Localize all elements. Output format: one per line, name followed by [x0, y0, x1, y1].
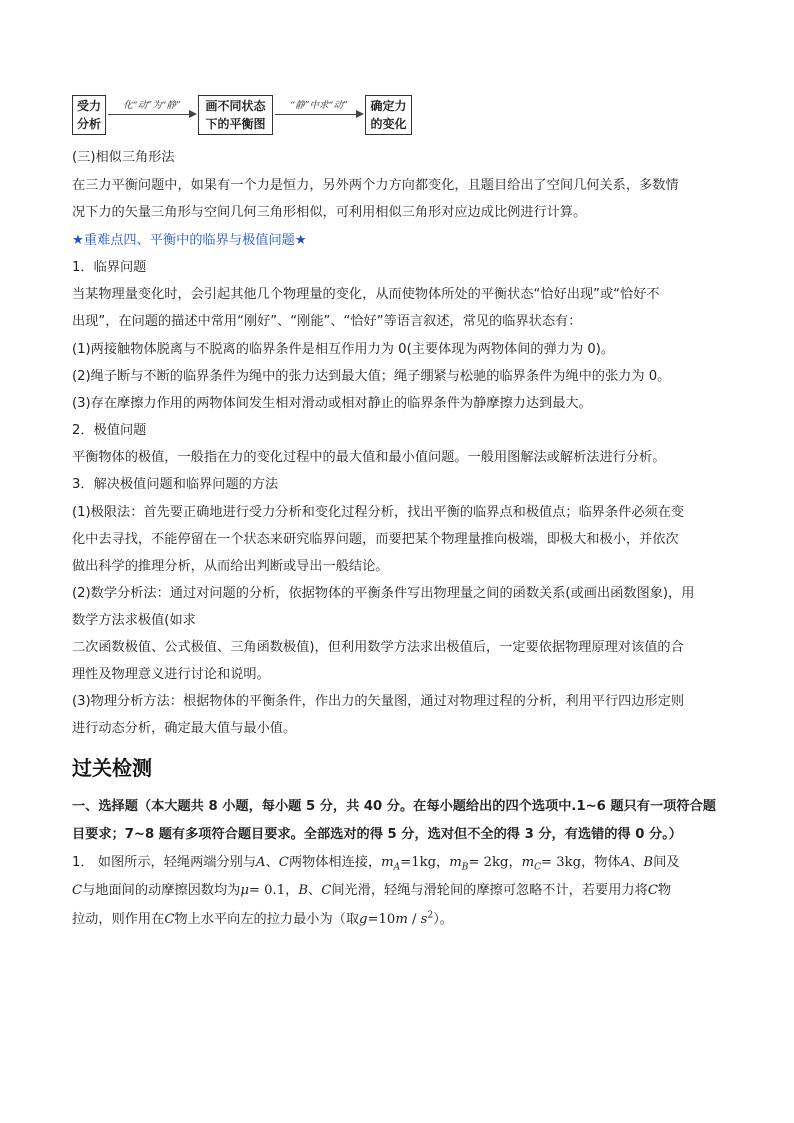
- text: 物上水平向左的拉力最小为（取: [174, 912, 360, 927]
- paragraph-line: 出现”，在问题的描述中常用“刚好”、“刚能”、“恰好”等语言叙述，常见的临界状态有：: [72, 314, 582, 329]
- value: = 2kg: [468, 855, 509, 870]
- text: 两物体相连接，: [288, 855, 382, 870]
- var-c: C: [72, 883, 83, 898]
- flow-arrow: [273, 95, 365, 135]
- gravity-value: $g=10m / s^2$: [359, 910, 434, 927]
- unit-s: s: [420, 912, 428, 927]
- paragraph-line: 当某物理量变化时，会引起其他几个物理量的变化，从而使物体所处的平衡状态“恰好出现”或“恰好不: [72, 287, 660, 302]
- question-1-line-2: [72, 879, 671, 898]
- mass-c: [521, 855, 582, 873]
- question-1-line-3: [72, 908, 453, 927]
- text: 间及: [653, 855, 680, 870]
- flow-box-force-change: [365, 95, 412, 135]
- value: =10: [367, 912, 396, 927]
- paragraph-line: 况下力的矢量三角形与空间几何三角形相似，可利用相似三角形对应边成比例进行计算。: [72, 205, 587, 220]
- var-c: C: [647, 883, 658, 898]
- value: = 0.1: [248, 883, 286, 898]
- var-mu: μ: [240, 883, 249, 898]
- text: 、: [265, 855, 279, 870]
- var-b: B: [643, 855, 654, 870]
- subheading-similar-triangles: (三)相似三角形法: [72, 150, 175, 165]
- var-c: C: [321, 883, 332, 898]
- var-m: m: [449, 855, 462, 870]
- var-c: C: [278, 855, 289, 870]
- friction-coefficient: [240, 883, 285, 898]
- flow-box-line: 的变化: [370, 117, 407, 131]
- subheading-critical: 1．临界问题: [72, 260, 147, 275]
- text: 物: [657, 883, 672, 898]
- paragraph-line: 进行动态分析，确定最大值与最小值。: [72, 721, 297, 736]
- sub: A: [393, 862, 401, 873]
- paragraph-line: 做出科学的推理分析，从而给出判断或导出一般结论。: [72, 559, 389, 574]
- mc-header-line: 目要求；7~8 题有多项符合题目要求。全部选对的得 5 分，选对但不全的得 3 分，有选错的得 0 分。）: [72, 827, 682, 842]
- arrow-head-icon: [189, 110, 197, 118]
- paragraph-line: 数学方法求极值(如求: [72, 613, 196, 628]
- text: ，: [436, 855, 450, 870]
- arrow-line: [108, 114, 190, 115]
- flow-arrow: [106, 95, 198, 135]
- flow-box-line: 下的平衡图: [205, 117, 266, 131]
- flow-box-line: 受力: [76, 99, 101, 113]
- value: =1kg: [400, 855, 437, 870]
- text: ，: [285, 883, 299, 898]
- unit-m: m: [395, 912, 408, 927]
- var-g: g: [359, 912, 368, 927]
- var-a: A: [620, 855, 631, 870]
- paragraph-line: 二次函数极值、公式极值、三角函数极值)，但利用数学方法求出极值后，一定要依据物理原理对该值的合: [72, 640, 684, 655]
- paragraph-line: (2)数学分析法：通过对问题的分析，依据物体的平衡条件写出物理量之间的函数关系(或画出函数图象)，用: [72, 586, 695, 601]
- arrow-head-icon: [356, 110, 364, 118]
- flow-box-force-analysis: [72, 95, 106, 135]
- var-m: m: [381, 855, 394, 870]
- mass-a: [381, 855, 437, 873]
- paragraph-line: 化中去寻找，不能停留在一个状态来研究临界问题，而要把某个物理量推向极端，即极大和极小，并依次: [72, 532, 679, 547]
- subheading-extremum: 2．极值问题: [72, 423, 147, 438]
- flow-arrow-label: 化“动”为“静”: [123, 100, 181, 111]
- flow-box-line: 分析: [76, 117, 101, 131]
- flow-box-line: 画不同状态: [205, 99, 266, 113]
- paragraph-line: (3)物理分析方法：根据物体的平衡条件，作出力的矢量图，通过对物理过程的分析，利用平行四边形定则: [72, 694, 685, 709]
- question-1-line-1: [72, 851, 679, 873]
- text: 间光滑，轻绳与滑轮间的摩擦可忽略不计，若要用力将: [331, 883, 648, 898]
- text: 与地面间的动摩擦因数均为: [82, 883, 241, 898]
- var-b: B: [298, 883, 309, 898]
- flow-diagram: [72, 95, 412, 135]
- paragraph-line: 理性及物理意义进行讨论和说明。: [72, 667, 270, 682]
- value: = 3kg: [541, 855, 582, 870]
- var-c: C: [164, 912, 175, 927]
- text: 、: [630, 855, 644, 870]
- paragraph-line: 平衡物体的极值，一般指在力的变化过程中的最大值和最小值问题。一般用图解法或解析法进行分析。: [72, 450, 666, 465]
- text: ）。: [433, 912, 453, 927]
- list-item: (2)绳子断与不断的临界条件为绳中的张力达到最大值；绳子绷紧与松驰的临界条件为绳中的张力为 0。: [72, 369, 671, 384]
- arrow-line: [275, 114, 357, 115]
- flow-box-line: 确定力: [370, 99, 407, 113]
- mass-b: [449, 855, 509, 873]
- var-a: A: [256, 855, 266, 870]
- flow-box-balance-diagram: [198, 95, 273, 135]
- key-point-heading: ★重难点四、平衡中的临界与极值问题★: [72, 233, 307, 248]
- list-item: (3)存在摩擦力作用的两物体间发生相对滑动或相对静止的临界条件为静摩擦力达到最大。: [72, 396, 592, 411]
- subheading-methods: 3．解决极值问题和临界问题的方法: [72, 477, 279, 492]
- mc-header-line: 一、选择题（本大题共 8 小题，每小题 5 分，共 40 分。在每小题给出的四个选项中.1~6 题只有一项符合题: [72, 799, 716, 814]
- var-m: m: [521, 855, 535, 870]
- text: 1． 如图所示，轻绳两端分别与: [72, 855, 257, 870]
- paragraph-line: (1)极限法：首先要正确地进行受力分析和变化过程分析，找出平衡的临界点和极值点；临界条件必须在变: [72, 505, 685, 520]
- text: ，: [508, 855, 522, 870]
- flow-arrow-label: “静”中求“动”: [290, 100, 348, 111]
- text: ，物体: [581, 855, 621, 870]
- section-title: 过关检测: [72, 756, 152, 780]
- sub: B: [461, 862, 469, 873]
- text: 拉动，则作用在: [72, 912, 165, 927]
- sub: C: [534, 862, 542, 873]
- paragraph-line: 在三力平衡问题中，如果有一个力是恒力，另外两个力方向都变化，且题目给出了空间几何关系，多数情: [72, 178, 679, 193]
- list-item: (1)两接触物体脱离与不脱离的临界条件是相互作用力为 0(主要体现为两物体间的弹力为 0)。: [72, 342, 615, 357]
- text: 、: [308, 883, 322, 898]
